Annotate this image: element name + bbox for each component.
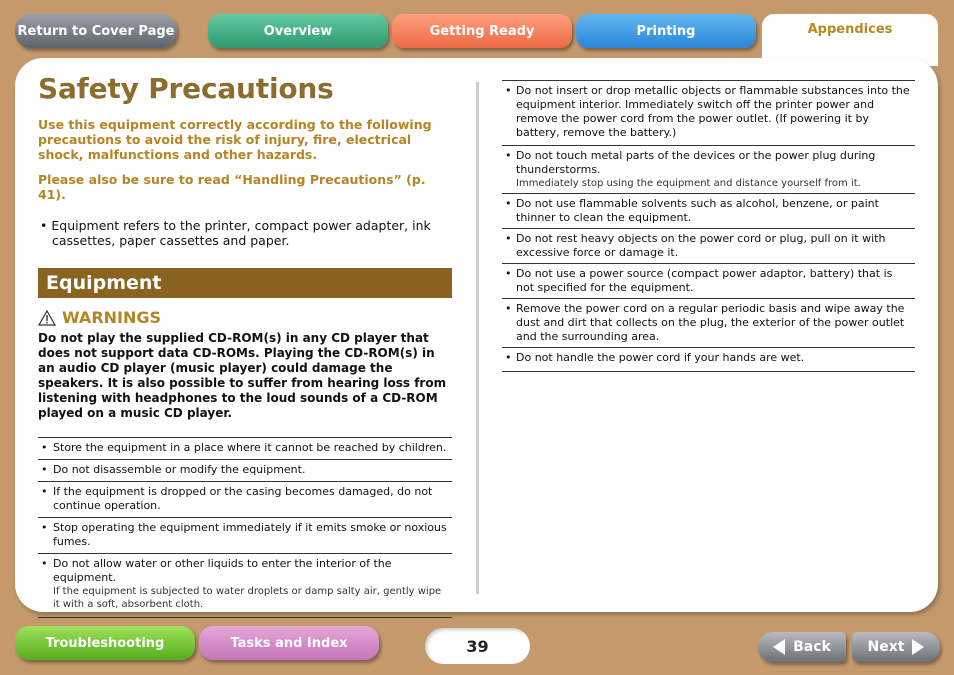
list-item: • Do not rest heavy objects on the power cord or plug, pull on it with excessive force or damage it.	[502, 229, 915, 264]
column-divider	[476, 82, 479, 594]
back-button[interactable]	[758, 632, 846, 662]
list-item: • Store the equipment in a place where it cannot be reached by children.	[38, 438, 452, 460]
section-heading-equipment: Equipment	[38, 268, 452, 298]
cd-rom-warning: Do not play the supplied CD-ROM(s) in any CD player that does not support data CD-ROMs. Playing the CD-ROM(s) in an audio CD player (music player) could damage the speakers. It is also possible to suffer from hearing loss from listening with headphones to the loud sounds of a CD-ROM played on a music CD player.	[38, 331, 447, 420]
tab-printing[interactable]: Printing	[576, 14, 756, 48]
list-item: • Remove the power cord on a regular periodic basis and wipe away the dust and dirt that collects on the plug, the exterior of the power outlet and the surrounding area.	[502, 299, 915, 348]
right-column	[502, 80, 915, 372]
troubleshooting-button[interactable]: Troubleshooting	[15, 626, 195, 660]
arrow-right-icon	[912, 639, 924, 655]
tab-overview[interactable]: Overview	[208, 14, 388, 48]
back-label: Back	[793, 639, 831, 655]
return-to-cover-button[interactable]: Return to Cover Page	[15, 14, 177, 48]
warnings-label: WARNINGS	[62, 308, 162, 327]
equipment-definition: • Equipment refers to the printer, compact power adapter, ink cassettes, paper cassettes and paper.	[40, 218, 431, 248]
tab-getting-ready[interactable]: Getting Ready	[392, 14, 572, 48]
list-item: • Stop operating the equipment immediately if it emits smoke or noxious fumes.	[38, 518, 452, 554]
list-item: • Do not use a power source (compact power adaptor, battery) that is not specified for the equipment.	[502, 264, 915, 299]
tasks-and-index-button[interactable]: Tasks and Index	[199, 626, 379, 660]
left-precaution-list	[38, 437, 452, 618]
arrow-left-icon	[773, 639, 785, 655]
right-precaution-list	[502, 80, 915, 372]
list-item: • Do not allow water or other liquids to enter the interior of the equipment. If the equipment is subjected to water droplets or damp salty air, gently wipe it with a soft, absorbent cloth.	[38, 554, 452, 618]
left-column	[38, 72, 452, 618]
warning-triangle-icon	[38, 310, 56, 326]
next-button[interactable]	[852, 632, 940, 662]
list-item: • Do not insert or drop metallic objects or flammable substances into the equipment interior. Immediately switch off the printer power and remove the power cord from the power outlet. (If powering it by battery, remove the battery.)	[502, 81, 915, 146]
page-number: 39	[425, 628, 530, 664]
list-item: • Do not disassemble or modify the equipment.	[38, 460, 452, 482]
tab-appendices[interactable]: Appendices	[762, 14, 938, 66]
handling-precautions-reference[interactable]: Please also be sure to read “Handling Precautions” (p. 41).	[38, 172, 430, 202]
page-title: Safety Precautions	[38, 72, 334, 105]
next-label: Next	[867, 639, 905, 655]
list-item: • Do not touch metal parts of the devices or the power plug during thunderstorms. Immediately stop using the equipment and distance yourself from it.	[502, 146, 915, 194]
list-item: • If the equipment is dropped or the casing becomes damaged, do not continue operation.	[38, 482, 452, 518]
list-item: • Do not handle the power cord if your hands are wet.	[502, 348, 915, 372]
list-item: • Do not use flammable solvents such as alcohol, benzene, or paint thinner to clean the equipment.	[502, 194, 915, 229]
warnings-heading	[38, 308, 452, 327]
intro-text: Use this equipment correctly according to the following precautions to avoid the risk of injury, fire, electrical shock, malfunctions and other hazards.	[38, 117, 432, 162]
